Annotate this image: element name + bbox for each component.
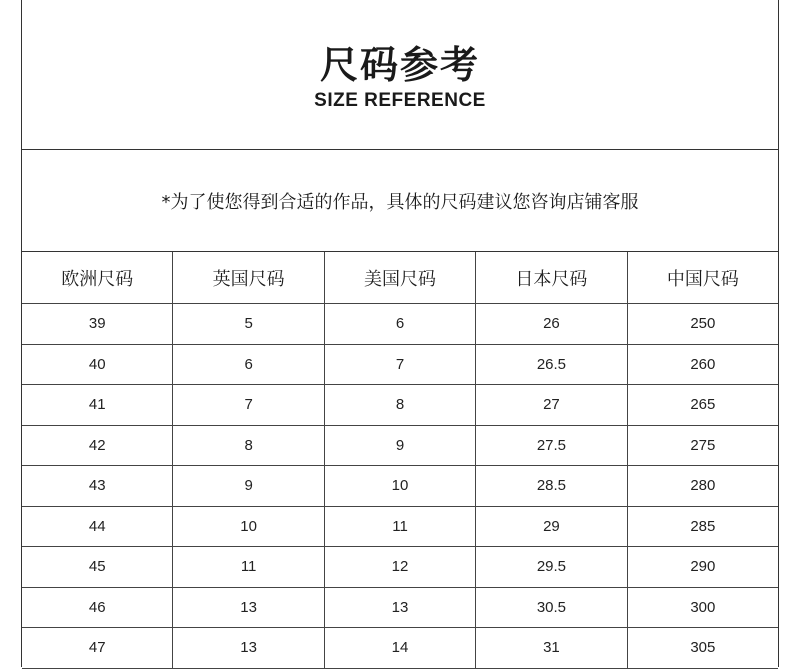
cell-eu: 47 xyxy=(22,628,173,668)
cell-eu: 41 xyxy=(22,385,173,425)
cell-uk: 11 xyxy=(173,547,324,587)
column-header-eu: 欧洲尺码 xyxy=(22,252,173,303)
column-header-us: 美国尺码 xyxy=(325,252,476,303)
column-header-jp: 日本尺码 xyxy=(476,252,627,303)
cell-cn: 290 xyxy=(690,558,716,576)
cell-eu: 39 xyxy=(22,304,173,344)
cell-uk: 13 xyxy=(173,628,324,668)
cell-cn: 300 xyxy=(690,598,716,616)
cell-jp: 29 xyxy=(476,507,627,547)
cell-jp: 28.5 xyxy=(476,466,627,506)
header-section xyxy=(22,0,778,150)
table-row xyxy=(22,588,778,629)
cell-jp: 30.5 xyxy=(476,588,627,628)
cell-jp: 27 xyxy=(476,385,627,425)
cell-jp: 29.5 xyxy=(476,547,627,587)
cell-cn: 285 xyxy=(690,517,716,535)
cell-eu: 42 xyxy=(22,426,173,466)
cell-uk: 7 xyxy=(173,385,324,425)
cell-cn: 260 xyxy=(690,355,716,373)
cell-cn: 265 xyxy=(690,396,716,414)
cell-us: 6 xyxy=(325,304,476,344)
cell-cn: 275 xyxy=(690,436,716,454)
size-table xyxy=(22,252,778,669)
cell-eu: 45 xyxy=(22,547,173,587)
cell-us: 8 xyxy=(325,385,476,425)
cell-uk: 6 xyxy=(173,345,324,385)
table-row xyxy=(22,466,778,507)
cell-us: 11 xyxy=(325,507,476,547)
cell-uk: 8 xyxy=(173,426,324,466)
size-chart-frame xyxy=(21,0,779,667)
cell-us: 7 xyxy=(325,345,476,385)
note-section xyxy=(22,150,778,252)
cell-cn: 280 xyxy=(690,477,716,495)
table-row xyxy=(22,304,778,345)
table-row xyxy=(22,547,778,588)
column-header-uk: 英国尺码 xyxy=(173,252,324,303)
table-body xyxy=(22,304,778,669)
table-row xyxy=(22,385,778,426)
cell-eu: 43 xyxy=(22,466,173,506)
page-subtitle: SIZE REFERENCE xyxy=(314,90,486,111)
cell-uk: 9 xyxy=(173,466,324,506)
size-note: *为了使您得到合适的作品，具体的尺码建议您咨询店铺客服 xyxy=(161,192,639,213)
table-header-row xyxy=(22,252,778,304)
cell-uk: 5 xyxy=(173,304,324,344)
cell-jp: 26.5 xyxy=(476,345,627,385)
cell-us: 9 xyxy=(325,426,476,466)
table-row xyxy=(22,507,778,548)
cell-uk: 13 xyxy=(173,588,324,628)
cell-eu: 40 xyxy=(22,345,173,385)
cell-eu: 46 xyxy=(22,588,173,628)
cell-us: 13 xyxy=(325,588,476,628)
cell-us: 12 xyxy=(325,547,476,587)
cell-uk: 10 xyxy=(173,507,324,547)
cell-jp: 26 xyxy=(476,304,627,344)
cell-cn: 305 xyxy=(690,639,716,657)
table-row xyxy=(22,345,778,386)
cell-us: 14 xyxy=(325,628,476,668)
cell-jp: 31 xyxy=(476,628,627,668)
page-title: 尺码参考 xyxy=(319,43,480,87)
cell-eu: 44 xyxy=(22,507,173,547)
table-row xyxy=(22,628,778,669)
column-header-cn: 中国尺码 xyxy=(666,268,739,290)
cell-cn: 250 xyxy=(690,315,716,333)
cell-us: 10 xyxy=(325,466,476,506)
cell-jp: 27.5 xyxy=(476,426,627,466)
table-row xyxy=(22,426,778,467)
